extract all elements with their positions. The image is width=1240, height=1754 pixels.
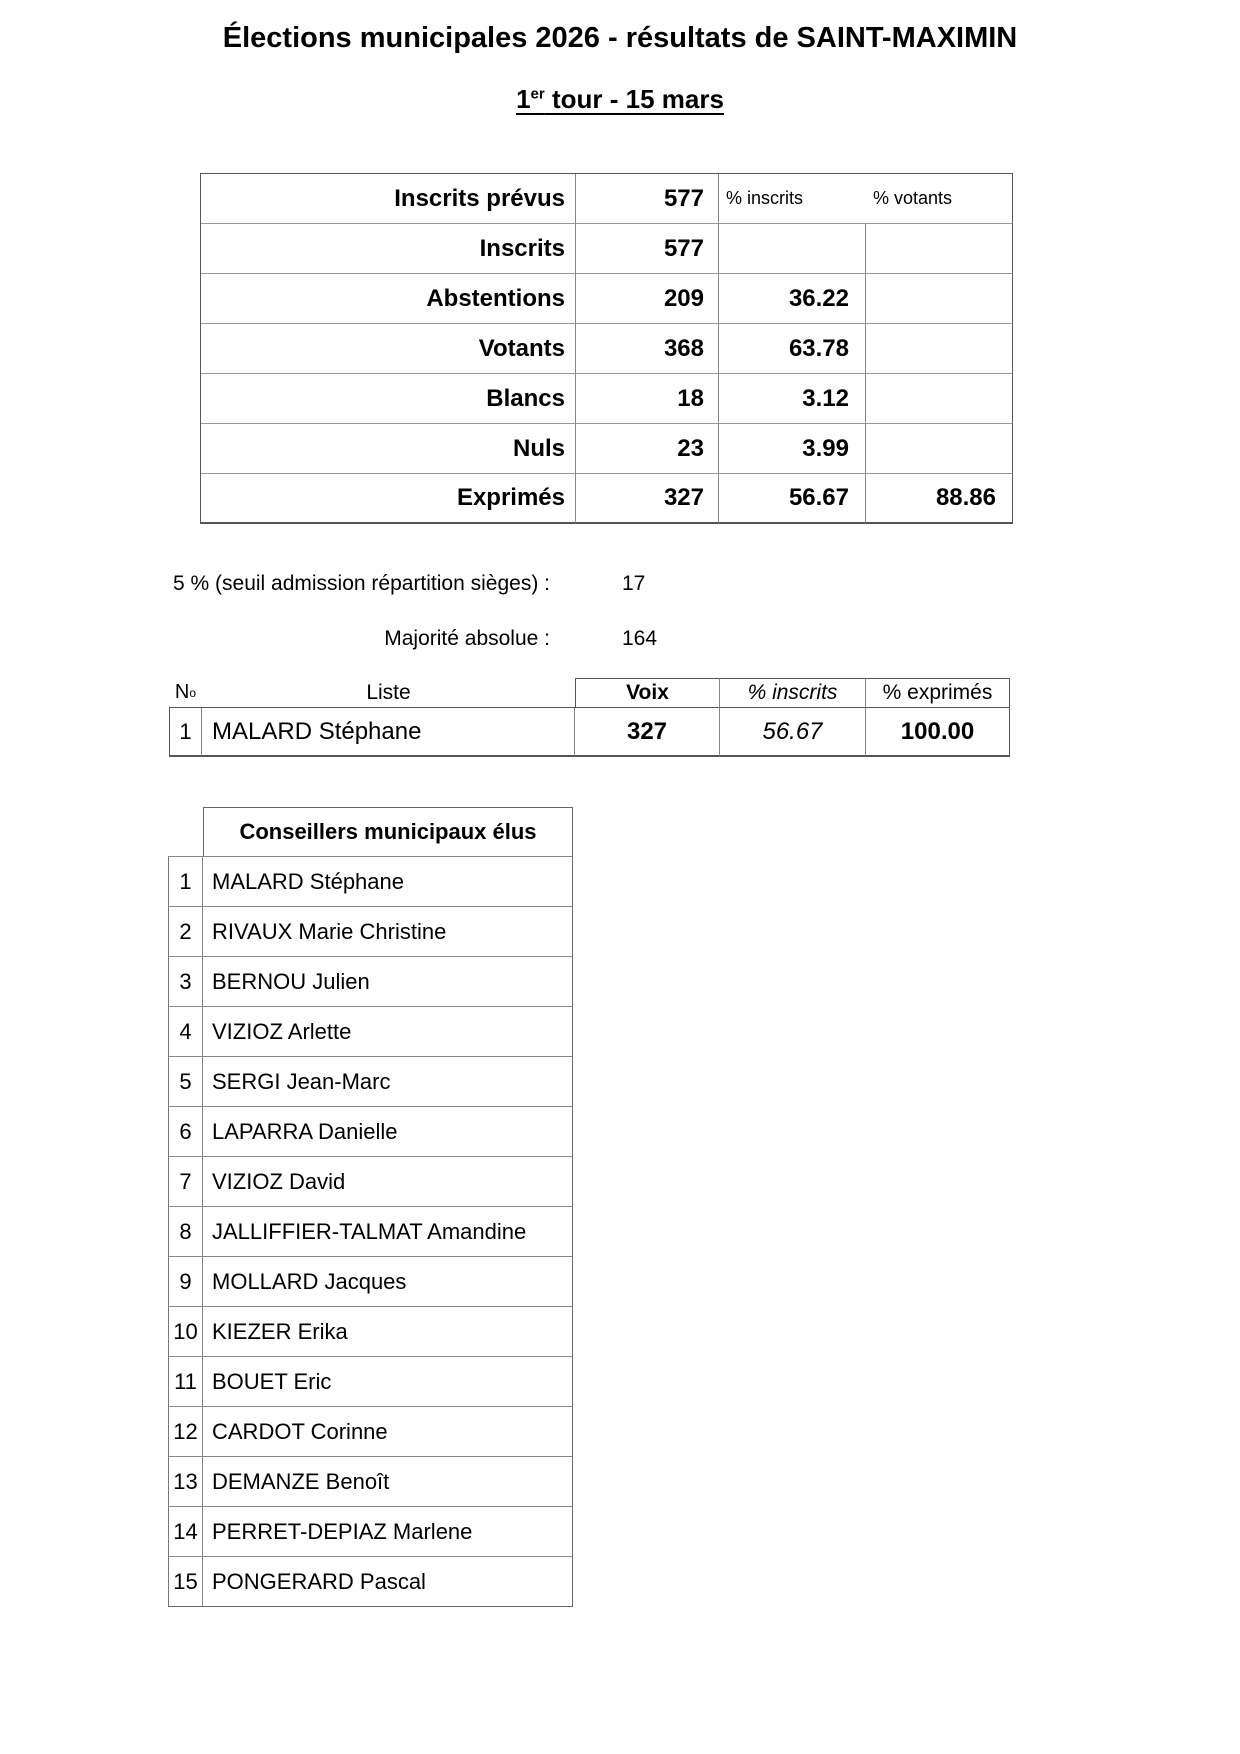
conseiller-row [168,1257,573,1307]
conseiller-row [168,1157,573,1207]
subtitle-superscript: er [530,85,545,103]
conseiller-num: 4 [168,1007,203,1057]
conseiller-num: 5 [168,1057,203,1107]
summary-row-votants [201,324,1013,374]
summary-pct-inscrits [719,224,866,274]
conseiller-name: DEMANZE Benoît [203,1457,573,1507]
majorite-label: Majorité absolue : [384,627,550,650]
summary-pct-votants [866,374,1013,424]
summary-label: Nuls [201,424,576,474]
liste-data-row [169,708,1010,757]
conseiller-name: LAPARRA Danielle [203,1107,573,1157]
conseiller-row [168,1407,573,1457]
liste-row-num: 1 [169,708,202,757]
conseiller-name: PERRET-DEPIAZ Marlene [203,1507,573,1557]
conseiller-row [168,957,573,1007]
conseiller-name: VIZIOZ Arlette [203,1007,573,1057]
conseillers-table [168,807,573,1607]
liste-row-pct-exprimes: 100.00 [866,708,1010,757]
conseiller-name: MOLLARD Jacques [203,1257,573,1307]
liste-header-pct-exprimes: % exprimés [866,678,1010,708]
summary-pct-votants [866,224,1013,274]
summary-label: Inscrits [201,224,576,274]
summary-pct-votants: 88.86 [866,474,1013,524]
conseiller-row [168,1357,573,1407]
seuil-value: 17 [622,572,646,595]
conseillers-header-row [168,807,573,857]
conseiller-name: BOUET Eric [203,1357,573,1407]
liste-row-name: MALARD Stéphane [202,708,575,757]
subtitle-number: 1 [516,84,531,114]
summary-pct-votants [866,274,1013,324]
liste-header-row [169,678,1010,708]
summary-pct-votants [866,324,1013,374]
conseiller-num: 3 [168,957,203,1007]
conseiller-num: 8 [168,1207,203,1257]
conseillers-title: Conseillers municipaux élus [203,807,573,857]
summary-pct-inscrits: 3.99 [719,424,866,474]
summary-row-exprimes [201,474,1013,524]
summary-pct-inscrits: 63.78 [719,324,866,374]
liste-table [169,678,1010,757]
conseiller-num: 6 [168,1107,203,1157]
conseiller-num: 1 [168,857,203,907]
seuil-label: 5 % (seuil admission répartition sièges) : [173,572,550,595]
conseiller-row [168,1307,573,1357]
summary-value: 18 [576,374,719,424]
page-subtitle [0,84,1240,115]
conseiller-name: RIVAUX Marie Christine [203,907,573,957]
conseiller-num: 7 [168,1157,203,1207]
subtitle-underlined [516,84,724,114]
conseillers-header-corner [168,807,203,857]
conseiller-num: 9 [168,1257,203,1307]
conseiller-row [168,1507,573,1557]
liste-row-pct-inscrits: 56.67 [720,708,866,757]
summary-value: 577 [576,224,719,274]
page-title: Élections municipales 2026 - résultats de SAINT-MAXIMIN [222,22,1018,54]
summary-table [200,173,1013,524]
summary-value: 577 [576,174,719,224]
liste-header-liste: Liste [202,678,575,708]
conseiller-row [168,907,573,957]
summary-label: Exprimés [201,474,576,524]
summary-value: 368 [576,324,719,374]
conseiller-name: PONGERARD Pascal [203,1557,573,1607]
liste-header-voix: Voix [575,678,720,708]
conseiller-num: 10 [168,1307,203,1357]
conseiller-num: 11 [168,1357,203,1407]
summary-col-header-pct-inscrits: % inscrits [719,174,866,224]
conseiller-row [168,857,573,907]
conseiller-name: JALLIFFIER-TALMAT Amandine [203,1207,573,1257]
liste-row-voix: 327 [575,708,720,757]
summary-row-nuls [201,424,1013,474]
conseiller-num: 15 [168,1557,203,1607]
liste-header-num-text: N [174,681,190,703]
conseiller-name: KIEZER Erika [203,1307,573,1357]
conseiller-name: BERNOU Julien [203,957,573,1007]
summary-row-inscrits [201,224,1013,274]
summary-label: Inscrits prévus [201,174,576,224]
summary-value: 23 [576,424,719,474]
summary-label: Abstentions [201,274,576,324]
conseiller-name: MALARD Stéphane [203,857,573,907]
conseiller-num: 2 [168,907,203,957]
conseiller-row [168,1007,573,1057]
conseiller-row [168,1457,573,1507]
conseiller-num: 12 [168,1407,203,1457]
conseiller-name: SERGI Jean-Marc [203,1057,573,1107]
conseiller-name: CARDOT Corinne [203,1407,573,1457]
conseiller-row [168,1207,573,1257]
majorite-value: 164 [622,627,658,650]
conseiller-row [168,1107,573,1157]
summary-pct-inscrits: 36.22 [719,274,866,324]
conseiller-name: VIZIOZ David [203,1157,573,1207]
summary-row-abstentions [201,274,1013,324]
summary-label: Blancs [201,374,576,424]
conseiller-num: 13 [168,1457,203,1507]
summary-value: 327 [576,474,719,524]
summary-row-blancs [201,374,1013,424]
liste-header-pct-inscrits: % inscrits [720,678,866,708]
summary-pct-inscrits: 3.12 [719,374,866,424]
subtitle-rest: tour - 15 mars [544,84,724,114]
summary-label: Votants [201,324,576,374]
conseiller-row [168,1557,573,1607]
summary-value: 209 [576,274,719,324]
summary-col-header-pct-votants: % votants [866,174,1013,224]
conseiller-row [168,1057,573,1107]
summary-row-inscrits-prevus [201,174,1013,224]
summary-pct-votants [866,424,1013,474]
summary-pct-inscrits: 56.67 [719,474,866,524]
liste-header-num: N o [169,678,202,708]
conseiller-num: 14 [168,1507,203,1557]
